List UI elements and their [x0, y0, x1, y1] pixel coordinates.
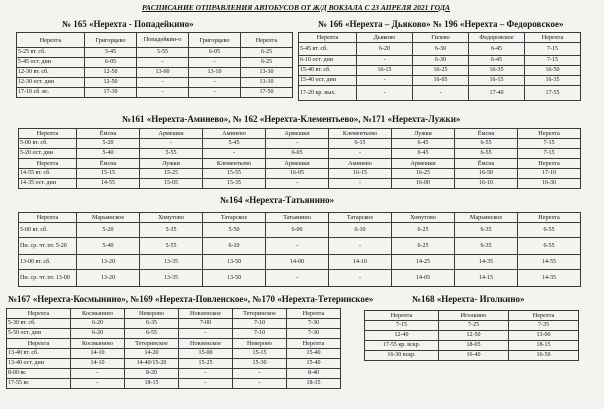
- departure-cell: Пн. ср. чт. пт. 13-00: [19, 270, 77, 287]
- time-cell: 15-30: [233, 359, 287, 369]
- time-cell: 16-25: [413, 66, 469, 76]
- header-cell: Ёмсна: [455, 159, 518, 169]
- header-cell: Нерехта: [19, 213, 77, 223]
- table-row: [19, 149, 581, 159]
- time-cell: 7-15: [525, 43, 581, 56]
- time-cell: 15-15: [77, 169, 140, 179]
- departure-cell: 13-40 вт. сб.: [7, 349, 71, 359]
- time-cell: 12-50: [85, 78, 137, 88]
- time-cell: 6-10: [329, 223, 392, 238]
- time-cell: 13-35: [140, 255, 203, 270]
- time-cell: -: [189, 78, 241, 88]
- time-cell: 13-00: [509, 331, 579, 341]
- departure-cell: 5-00 вт. сб.: [19, 139, 77, 149]
- header-cell: Космынино: [71, 309, 125, 319]
- departure-cell: 5-00 вт. сб.: [19, 223, 77, 238]
- time-cell: 16-10: [455, 179, 518, 189]
- time-cell: 18-35: [287, 379, 341, 389]
- time-cell: -: [329, 149, 392, 159]
- time-cell: 13-20: [77, 270, 140, 287]
- departure-cell: 14-35 ост. дни: [19, 179, 77, 189]
- time-cell: 5-55: [140, 238, 203, 255]
- time-cell: 14-55: [518, 255, 581, 270]
- time-cell: -: [189, 58, 241, 68]
- time-cell: 5-40: [77, 149, 140, 159]
- header-cell: Нерехта: [299, 33, 357, 43]
- table-row: [17, 48, 293, 58]
- time-cell: 6-15: [329, 139, 392, 149]
- route-165-title: № 165 «Нерехта - Попадейкино»: [62, 19, 194, 29]
- header-cell: Григорцево: [85, 33, 137, 48]
- table-row: [7, 379, 341, 389]
- header-cell: Григорцево: [189, 33, 241, 48]
- table-row: [19, 139, 581, 149]
- time-cell: 6-35: [125, 319, 179, 329]
- time-cell: -: [233, 379, 287, 389]
- time-cell: -: [357, 86, 413, 101]
- time-cell: 7-30: [287, 329, 341, 339]
- header-cell: Нерехта: [518, 213, 581, 223]
- time-cell: 13-50: [203, 270, 266, 287]
- header-cell: Лужки: [140, 159, 203, 169]
- route-164-title: №164 «Нерехта-Татьянино»: [220, 195, 335, 205]
- table-row: [365, 351, 579, 361]
- route-166-196-table: [298, 32, 581, 101]
- time-cell: 16-15: [357, 66, 413, 76]
- route-161-162-171-title: №161 «Нерехта-Аминево», № 162 «Нерехта-Клементьево», №171 «Нерехта-Лужки»: [122, 114, 461, 124]
- time-cell: -: [71, 369, 125, 379]
- time-cell: 16-35: [525, 76, 581, 86]
- header-cell: Клементьево: [329, 129, 392, 139]
- time-cell: 18-15: [125, 379, 179, 389]
- header-cell: Нерехта: [241, 33, 293, 48]
- departure-cell: 5-45 вт. сб.: [299, 43, 357, 56]
- header-cell: Армешки: [266, 159, 329, 169]
- time-cell: 14-10: [71, 349, 125, 359]
- header-cell: Нерехта: [518, 159, 581, 169]
- table-row: [365, 331, 579, 341]
- departure-cell: 12-30 вт. сб.: [17, 68, 85, 78]
- header-cell: Нерехта: [19, 129, 77, 139]
- time-cell: 6-55: [455, 139, 518, 149]
- header-cell: Космынино: [71, 339, 125, 349]
- departure-cell: 15-40 вт. сб.: [299, 66, 357, 76]
- table-row: [7, 369, 341, 379]
- time-cell: 6-35: [455, 223, 518, 238]
- table-row: [19, 270, 581, 287]
- time-cell: -: [179, 369, 233, 379]
- time-cell: 6-10: [203, 238, 266, 255]
- time-cell: 6-25: [392, 223, 455, 238]
- time-cell: -: [233, 369, 287, 379]
- time-cell: -: [140, 139, 203, 149]
- header-cell: Нерехта: [287, 339, 341, 349]
- header-cell: Армешки: [266, 129, 329, 139]
- header-cell: Клементьево: [203, 159, 266, 169]
- header-cell: Нерехта: [509, 311, 579, 321]
- header-cell: Новленское: [179, 309, 233, 319]
- time-cell: -: [357, 56, 413, 66]
- time-cell: 7-15: [518, 139, 581, 149]
- departure-cell: 17-55 кр. вскр.: [365, 341, 439, 351]
- time-cell: 5-35: [140, 223, 203, 238]
- time-cell: 8-40: [287, 369, 341, 379]
- time-cell: 6-20: [71, 329, 125, 339]
- departure-cell: 5-45 ост. дни: [17, 58, 85, 68]
- time-cell: 13-20: [77, 255, 140, 270]
- time-cell: 6-25: [241, 58, 293, 68]
- header-cell: Нерехта: [365, 311, 439, 321]
- time-cell: 6-05: [266, 149, 329, 159]
- time-cell: 13-00: [137, 68, 189, 78]
- time-cell: -: [203, 149, 266, 159]
- departure-cell: 14-55 вт. сб.: [19, 169, 77, 179]
- departure-cell: 5-50 ост. дни: [7, 329, 71, 339]
- time-cell: 14-25: [392, 255, 455, 270]
- time-cell: 6-45: [469, 56, 525, 66]
- time-cell: 17-10: [518, 169, 581, 179]
- time-cell: 16-15: [329, 169, 392, 179]
- time-cell: 6-45: [392, 139, 455, 149]
- time-cell: -: [329, 238, 392, 255]
- departure-cell: 12-30 ост. дни: [17, 78, 85, 88]
- table-row: [19, 169, 581, 179]
- header-cell: Неверово: [125, 309, 179, 319]
- time-cell: 15-15: [233, 349, 287, 359]
- table-row: [17, 88, 293, 98]
- time-cell: 13-10: [241, 78, 293, 88]
- header-cell: Хомутово: [392, 213, 455, 223]
- header-cell: Марьинское: [455, 213, 518, 223]
- time-cell: 18-15: [509, 341, 579, 351]
- header-cell: Нерехта: [7, 339, 71, 349]
- time-cell: 15-40: [287, 359, 341, 369]
- time-cell: 16-05: [266, 169, 329, 179]
- header-cell: Армешки: [392, 159, 455, 169]
- time-cell: 6-55: [518, 223, 581, 238]
- route-165-table: [16, 32, 293, 98]
- time-cell: 6-55: [455, 149, 518, 159]
- table-row: [17, 58, 293, 68]
- header-cell: Попадейкин-о: [137, 33, 189, 48]
- time-cell: 16-00: [392, 179, 455, 189]
- header-cell: Лужки: [392, 129, 455, 139]
- departure-cell: 13-00 вт. сб.: [19, 255, 77, 270]
- header-cell: Ёмсна: [77, 159, 140, 169]
- departure-cell: 13-40 ост. дни: [7, 359, 71, 369]
- time-cell: 13-50: [203, 255, 266, 270]
- table-row: [299, 66, 581, 76]
- time-cell: -: [71, 379, 125, 389]
- time-cell: 15-00: [179, 349, 233, 359]
- time-cell: -: [266, 238, 329, 255]
- time-cell: 12-50: [85, 68, 137, 78]
- header-cell: Нерехта: [17, 33, 85, 48]
- time-cell: 15-55: [203, 169, 266, 179]
- table-row: [7, 349, 341, 359]
- time-cell: 6-20: [71, 319, 125, 329]
- time-cell: -: [137, 88, 189, 98]
- time-cell: 15-40: [287, 349, 341, 359]
- header-cell: Нерехта: [518, 129, 581, 139]
- header-cell: Ёмсна: [455, 129, 518, 139]
- time-cell: 6-25: [392, 238, 455, 255]
- time-cell: 16-30: [518, 179, 581, 189]
- time-cell: 7-30: [287, 319, 341, 329]
- departure-cell: 6-10 ост. дни: [299, 56, 357, 66]
- time-cell: 13-30: [241, 68, 293, 78]
- header-cell: Нерехта: [7, 309, 71, 319]
- header-cell: Нерехта: [525, 33, 581, 43]
- time-cell: 5-50: [203, 223, 266, 238]
- time-cell: 14-35: [455, 255, 518, 270]
- time-cell: 5-20: [77, 223, 140, 238]
- time-cell: 6-45: [392, 149, 455, 159]
- time-cell: 6-20: [357, 43, 413, 56]
- time-cell: 5-55: [137, 48, 189, 58]
- header-cell: Неверово: [233, 339, 287, 349]
- table-row: [19, 255, 581, 270]
- departure-cell: 17-20 кр. вых.: [299, 86, 357, 101]
- route-164-table: [18, 212, 581, 287]
- time-cell: 16-25: [392, 169, 455, 179]
- departure-cell: 15-40 ост. дни: [299, 76, 357, 86]
- departure-cell: 16-30 вскр.: [365, 351, 439, 361]
- time-cell: 13-10: [189, 68, 241, 78]
- departure-cell: 12-40: [365, 331, 439, 341]
- time-cell: 14-10: [71, 359, 125, 369]
- table-row: [19, 238, 581, 255]
- header-cell: Хомутово: [140, 213, 203, 223]
- header-cell: Татарское: [329, 213, 392, 223]
- time-cell: 18-05: [439, 341, 509, 351]
- route-168-title: №168 «Нерехта- Иголкино»: [412, 294, 525, 304]
- time-cell: -: [266, 270, 329, 287]
- time-cell: 6-25: [241, 48, 293, 58]
- departure-cell: 7-15: [365, 321, 439, 331]
- route-168-table: [364, 310, 579, 361]
- time-cell: 15-25: [179, 359, 233, 369]
- time-cell: -: [137, 78, 189, 88]
- table-row: [19, 223, 581, 238]
- time-cell: -: [413, 86, 469, 101]
- table-row: [365, 321, 579, 331]
- time-cell: 15-25: [140, 169, 203, 179]
- time-cell: 16-35: [469, 66, 525, 76]
- time-cell: 7-10: [233, 319, 287, 329]
- header-cell: Новленское: [179, 339, 233, 349]
- departure-cell: 5-25 вт. сб.: [17, 48, 85, 58]
- time-cell: 5-45: [203, 139, 266, 149]
- time-cell: -: [329, 270, 392, 287]
- time-cell: -: [179, 329, 233, 339]
- time-cell: -: [329, 179, 392, 189]
- time-cell: 15-35: [203, 179, 266, 189]
- schedule-caption: РАСПИСАНИЕ ОТПРАВЛЕНИЯ АВТОБУСОВ ОТ Ж/Д ВОКЗАЛА С 23 АПРЕЛЯ 2021 ГОДА: [142, 3, 451, 12]
- time-cell: 16-05: [413, 76, 469, 86]
- table-row: [19, 179, 581, 189]
- table-row: [7, 329, 341, 339]
- time-cell: -: [266, 179, 329, 189]
- header-cell: Аминево: [203, 129, 266, 139]
- time-cell: 14-55: [77, 179, 140, 189]
- time-cell: 5-45: [85, 48, 137, 58]
- time-cell: 14-10: [329, 255, 392, 270]
- time-cell: 17-50: [241, 88, 293, 98]
- table-row: [299, 86, 581, 101]
- time-cell: 6-35: [455, 238, 518, 255]
- time-cell: 6-05: [85, 58, 137, 68]
- departure-cell: 17-55 вс: [7, 379, 71, 389]
- time-cell: 5-20: [77, 139, 140, 149]
- table-row: [17, 78, 293, 88]
- header-cell: Ёмсна: [77, 129, 140, 139]
- time-cell: 14-00: [266, 255, 329, 270]
- header-cell: Татьянино: [266, 213, 329, 223]
- departure-cell: Пн. ср. чт. пт. 5-20: [19, 238, 77, 255]
- time-cell: 15-05: [140, 179, 203, 189]
- time-cell: 6-30: [413, 43, 469, 56]
- header-cell: Армешки: [140, 129, 203, 139]
- time-cell: 16-40: [439, 351, 509, 361]
- table-row: [299, 76, 581, 86]
- time-cell: 12-50: [439, 331, 509, 341]
- header-cell: Иголкино: [439, 311, 509, 321]
- header-cell: Нерехта: [19, 159, 77, 169]
- departure-cell: 5-20 ост. дни: [19, 149, 77, 159]
- time-cell: 6-55: [125, 329, 179, 339]
- time-cell: 17-40: [469, 86, 525, 101]
- header-cell: Марьинское: [77, 213, 140, 223]
- time-cell: 5-40: [77, 238, 140, 255]
- time-cell: 16-50: [525, 66, 581, 76]
- time-cell: 5-55: [140, 149, 203, 159]
- table-row: [7, 319, 341, 329]
- route-161-162-171-table: [18, 128, 581, 189]
- route-166-196-title: № 166 «Нерехта – Дьяково» № 196 «Нерехта – Федоровское»: [318, 19, 564, 29]
- table-row: [365, 341, 579, 351]
- time-cell: 16-50: [455, 169, 518, 179]
- time-cell: 14-15: [455, 270, 518, 287]
- header-cell: Татарское: [203, 213, 266, 223]
- time-cell: 6-30: [413, 56, 469, 66]
- table-row: [299, 56, 581, 66]
- time-cell: 6-05: [189, 48, 241, 58]
- time-cell: 8-20: [125, 369, 179, 379]
- time-cell: 7-15: [518, 149, 581, 159]
- time-cell: 7-25: [439, 321, 509, 331]
- table-row: [299, 43, 581, 56]
- time-cell: 7-15: [525, 56, 581, 66]
- time-cell: 17-30: [85, 88, 137, 98]
- time-cell: 16-15: [469, 76, 525, 86]
- time-cell: 14-40/15-20: [125, 359, 179, 369]
- table-row: [7, 359, 341, 369]
- header-cell: Аминево: [329, 159, 392, 169]
- departure-cell: 17-10 сб. вс.: [17, 88, 85, 98]
- header-cell: Тетеринское: [233, 309, 287, 319]
- time-cell: 14-20: [125, 349, 179, 359]
- time-cell: 7-00: [179, 319, 233, 329]
- header-cell: Дьяково: [357, 33, 413, 43]
- time-cell: 7-35: [509, 321, 579, 331]
- time-cell: 7-10: [233, 329, 287, 339]
- time-cell: 6-55: [518, 238, 581, 255]
- time-cell: -: [137, 58, 189, 68]
- time-cell: -: [266, 139, 329, 149]
- time-cell: 6-45: [469, 43, 525, 56]
- time-cell: 6-00: [266, 223, 329, 238]
- route-167-169-170-title: №167 «Нерехта-Космынино», №169 «Нерехта-Повленское», №170 «Нерехта-Тетеринское»: [8, 294, 374, 304]
- header-cell: Федоровское: [469, 33, 525, 43]
- header-cell: Гилево: [413, 33, 469, 43]
- table-row: [17, 68, 293, 78]
- departure-cell: 5-30 вт. сб.: [7, 319, 71, 329]
- departure-cell: 8-00 вс: [7, 369, 71, 379]
- time-cell: 14-35: [518, 270, 581, 287]
- time-cell: 16-50: [509, 351, 579, 361]
- header-cell: Тетеринское: [125, 339, 179, 349]
- time-cell: -: [357, 76, 413, 86]
- time-cell: 17-55: [525, 86, 581, 101]
- header-cell: Нерехта: [287, 309, 341, 319]
- route-167-169-170-table: [6, 308, 341, 389]
- time-cell: 14-05: [392, 270, 455, 287]
- time-cell: -: [189, 88, 241, 98]
- time-cell: -: [179, 379, 233, 389]
- time-cell: 13-35: [140, 270, 203, 287]
